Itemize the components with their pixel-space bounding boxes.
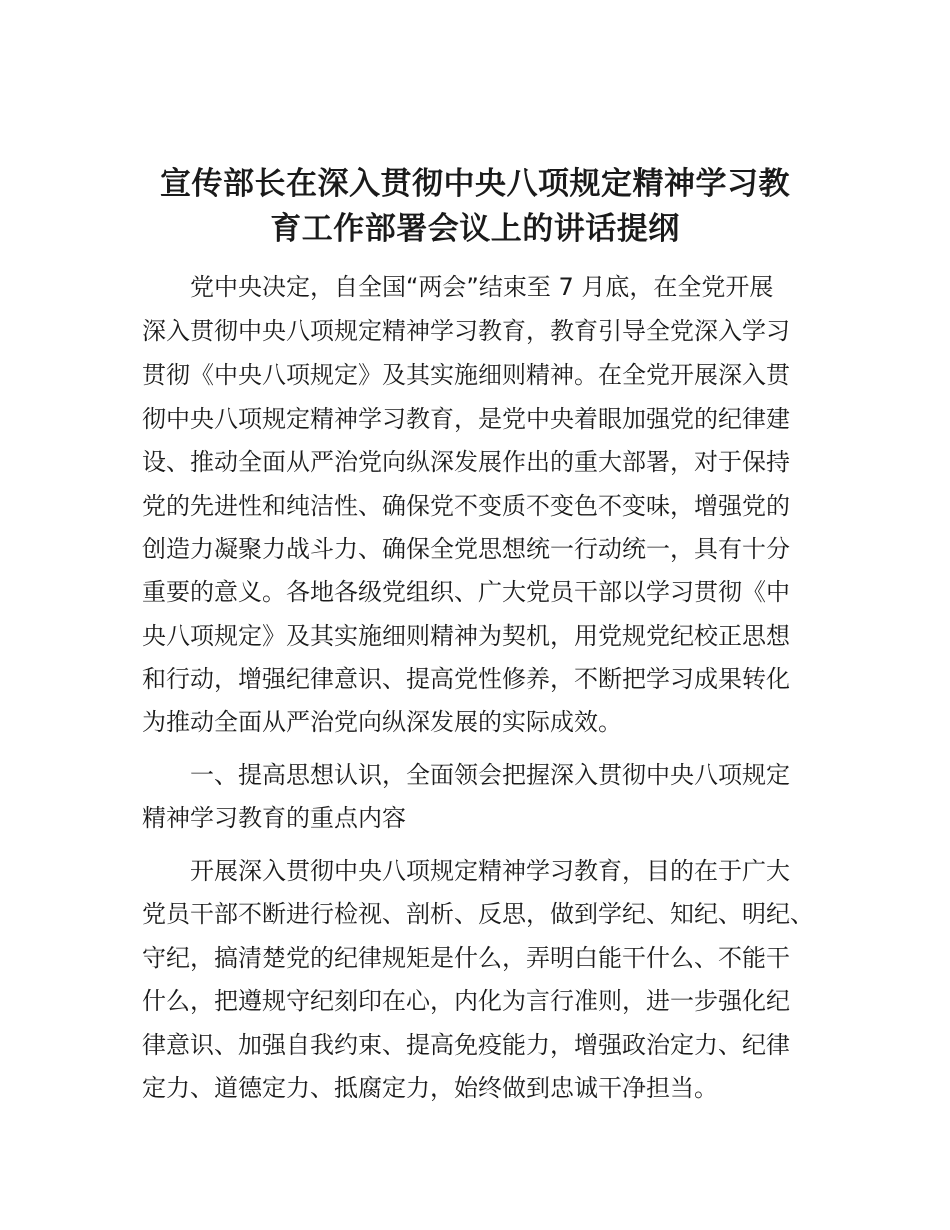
title-line-1: 宣传部长在深入贯彻中央八项规定精神学习教 <box>160 166 790 202</box>
paragraph-2-line-5: 律意识、加强自我约束、提高免疫能力，增强政治定力、纪律 <box>142 1031 790 1059</box>
paragraph-1-line-6: 党的先进性和纯洁性、确保党不变质不变色不变味，增强党的 <box>142 492 790 520</box>
paragraph-1-line-7: 创造力凝聚力战斗力、确保全党思想统一行动统一，具有十分 <box>142 535 790 563</box>
heading-1-line-2: 精神学习教育的重点内容 <box>142 804 406 832</box>
paragraph-2-line-6: 定力、道德定力、抵腐定力，始终做到忠诚干净担当。 <box>142 1074 718 1102</box>
document-title <box>120 162 830 252</box>
heading-1-line-1: 一、提高思想认识，全面领会把握深入贯彻中央八项规定 <box>190 761 790 789</box>
paragraph-1-line-10: 和行动，增强纪律意识、提高党性修养，不断把学习成果转化 <box>142 665 790 693</box>
paragraph-2-line-4: 什么，把遵规守纪刻印在心，内化为言行准则，进一步强化纪 <box>142 987 790 1015</box>
paragraph-1-line-5: 设、推动全面从严治党向纵深发展作出的重大部署，对于保持 <box>142 448 790 476</box>
paragraph-1-line-8: 重要的意义。各地各级党组织、广大党员干部以学习贯彻《中 <box>142 578 790 606</box>
paragraph-1-line-9: 央八项规定》及其实施细则精神为契机，用党规党纪校正思想 <box>142 622 790 650</box>
paragraph-1-line-2: 深入贯彻中央八项规定精神学习教育，教育引导全党深入学习 <box>142 317 790 345</box>
paragraph-1-line-11: 为推动全面从严治党向纵深发展的实际成效。 <box>142 708 622 736</box>
paragraph-1-line-4: 彻中央八项规定精神学习教育，是党中央着眼加强党的纪律建 <box>142 405 790 433</box>
paragraph-1-line-1: 党中央决定，自全国“两会”结束至 7 月底，在全党开展 <box>190 273 774 301</box>
paragraph-2-line-1: 开展深入贯彻中央八项规定精神学习教育，目的在于广大 <box>190 857 790 885</box>
paragraph-2-line-2: 党员干部不断进行检视、剖析、反思，做到学纪、知纪、明纪、 <box>142 900 814 928</box>
title-line-2: 育工作部署会议上的讲话提纲 <box>270 211 680 247</box>
paragraph-2-line-3: 守纪，搞清楚党的纪律规矩是什么，弄明白能干什么、不能干 <box>142 944 790 972</box>
paragraph-1-line-3: 贯彻《中央八项规定》及其实施细则精神。在全党开展深入贯 <box>142 361 790 389</box>
